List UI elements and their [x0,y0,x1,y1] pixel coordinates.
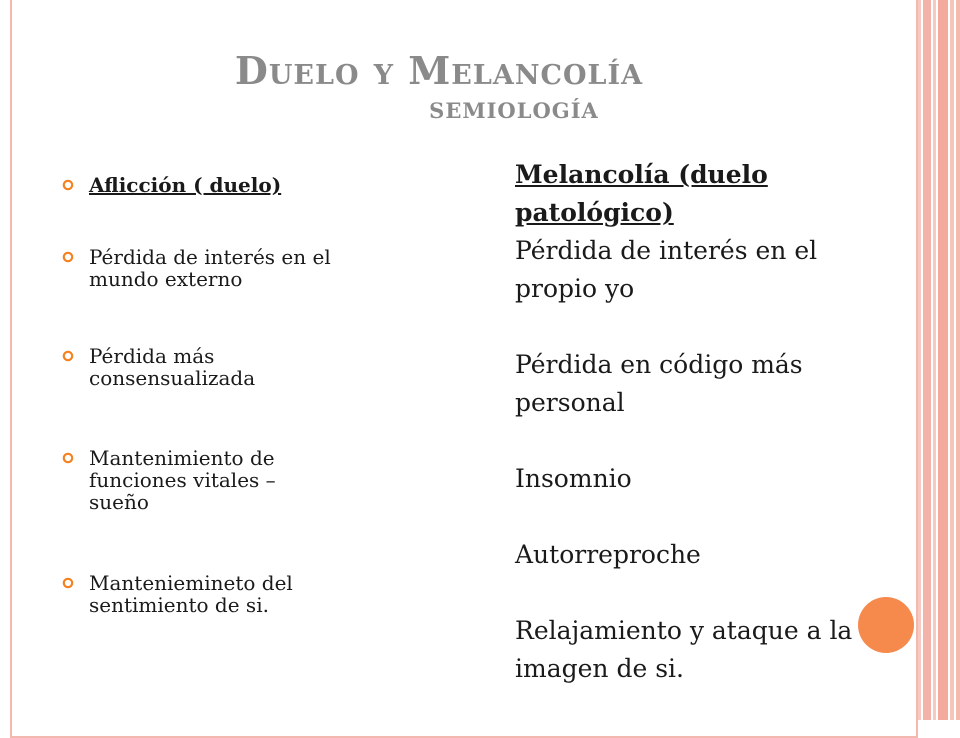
list-item [62,345,362,389]
right-item-text: Relajamiento y ataque a la imagen de si. [515,616,853,683]
circle-bullet-icon [62,350,74,362]
left-item-text: Manteniemineto del sentimiento de si. [89,571,293,617]
right-column-heading: Melancolía (duelo patológico) [515,160,768,227]
circle-bullet-icon [62,452,74,464]
left-column-heading: Aflicción ( duelo) [89,173,282,197]
list-item [62,246,362,290]
left-item-text: Mantenimiento de funciones vitales – sueño [89,446,276,514]
right-item-text: Autorreproche [515,540,701,569]
title-line-1: Duelo y Melancolía [234,48,644,93]
circle-bullet-icon [62,577,74,589]
decorative-orange-circle [858,597,914,653]
right-item-text: Insomnio [515,464,632,493]
right-column [515,156,885,688]
circle-bullet-icon [62,179,74,191]
slide-title [0,48,878,126]
right-item-text: Pérdida de interés en el propio yo [515,236,818,303]
left-item-text: Pérdida más consensualizada [89,344,256,390]
right-item-text: Pérdida en código más personal [515,350,803,417]
list-item [62,174,362,196]
left-item-text: Pérdida de interés en el mundo externo [89,245,331,291]
decorative-stripes [918,0,960,720]
title-line-2: semiología [429,91,599,126]
list-item [62,447,362,513]
circle-bullet-icon [62,251,74,263]
list-item [62,572,362,616]
